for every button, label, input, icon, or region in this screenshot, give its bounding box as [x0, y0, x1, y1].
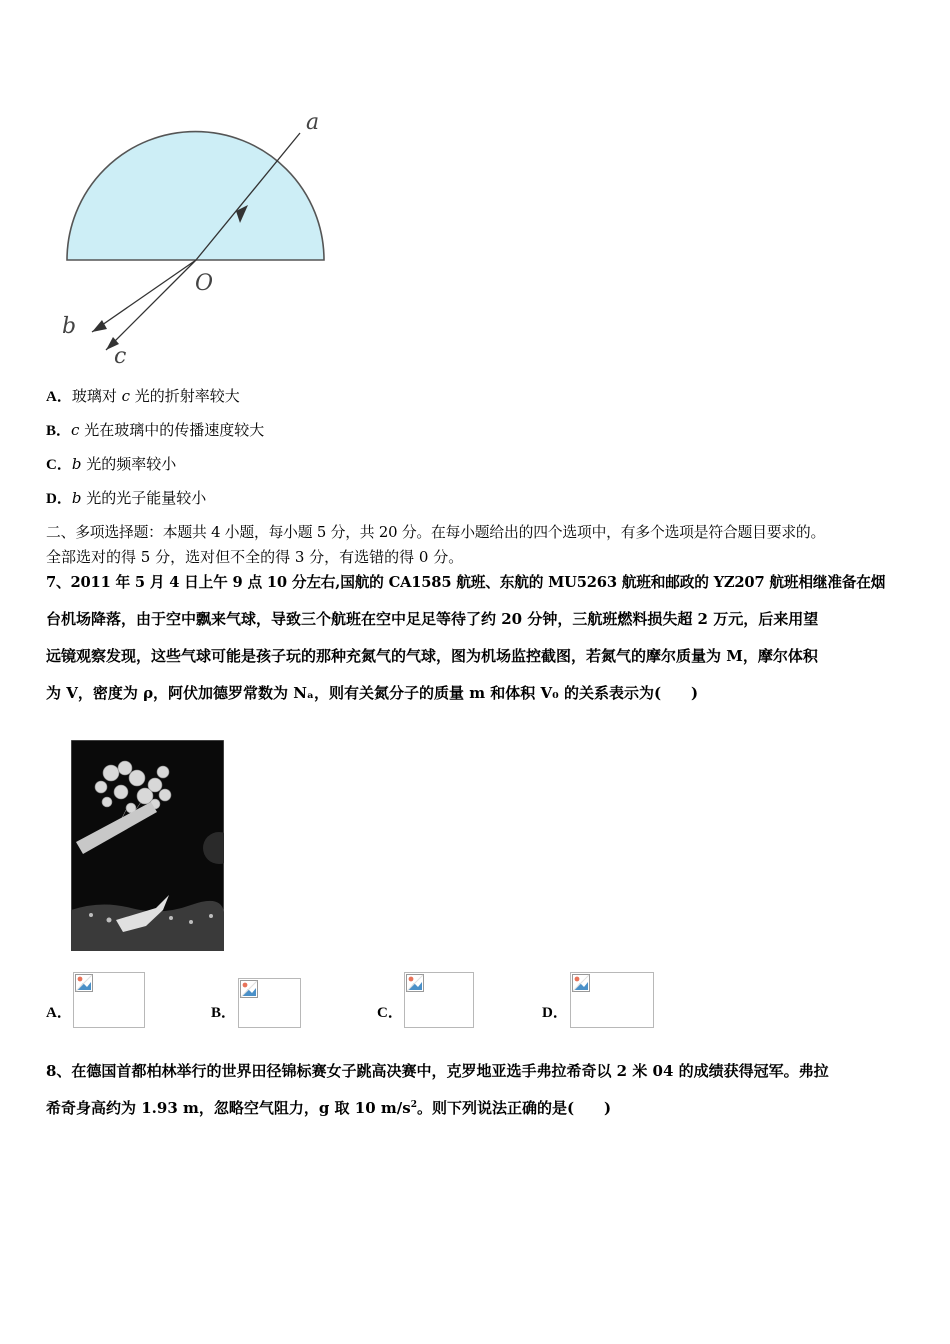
q6-option-a: A．玻璃对 c 光的折射率较大: [46, 387, 240, 405]
q7-option-d-image: [570, 972, 654, 1028]
q7-option-b-label: B．: [211, 1005, 237, 1021]
q7-option-d-label: D．: [542, 1005, 568, 1021]
q8-line2-main: 希奇身高约为 1.93 m，忽略空气阻力，g 取 10 m/s: [46, 1099, 411, 1117]
broken-image-icon: [240, 980, 258, 998]
q7-option-c-label: C．: [377, 1005, 403, 1021]
q7-option-a-label: A．: [46, 1005, 72, 1021]
q6-option-d: D．b 光的光子能量较小: [46, 489, 207, 507]
q7-option-b-image: [238, 978, 301, 1028]
label-o: O: [195, 271, 214, 296]
broken-image-icon: [572, 974, 590, 992]
q8-line2: [46, 1097, 611, 1118]
airport-surveillance-photo: [71, 740, 224, 951]
broken-image-icon: [75, 974, 93, 992]
ray-b-arrow: [92, 320, 107, 332]
q6-option-b: B．c 光在玻璃中的传播速度较大: [46, 421, 265, 439]
q7-option-c-image: [404, 972, 474, 1028]
q7-line3: 远镜观察发现，这些气球可能是孩子玩的那种充氮气的气球，图为机场监控截图，若氮气的摩尔质量为 M，摩尔体积: [46, 647, 818, 665]
q8-line2-tail: 。则下列说法正确的是( ): [416, 1099, 612, 1117]
q7-line4: 为 V，密度为 ρ，阿伏加德罗常数为 Nₐ，则有关氮分子的质量 m 和体积 V₀ 的关系表示为( ): [46, 684, 699, 702]
label-a: a: [306, 110, 320, 135]
q8-line1: 8、在德国首都柏林举行的世界田径锦标赛女子跳高决赛中，克罗地亚选手弗拉希奇以 2 米 04 的成绩获得冠军。弗拉: [46, 1062, 829, 1080]
label-b: b: [62, 314, 77, 339]
ray-c: [106, 260, 196, 350]
broken-image-icon: [406, 974, 424, 992]
refraction-diagram: [50, 105, 350, 370]
label-c: c: [114, 344, 127, 369]
q8-exponent: 2: [410, 1100, 417, 1110]
q6-option-c: C．b 光的频率较小: [46, 455, 177, 473]
q7-option-a-image: [73, 972, 145, 1028]
section-heading-line1: 二、多项选择题：本题共 4 小题，每小题 5 分，共 20 分。在每小题给出的四个选项中，有多个选项是符合题目要求的。: [46, 524, 826, 541]
section-heading-line2: 全部选对的得 5 分，选对但不全的得 3 分，有选错的得 0 分。: [46, 548, 464, 566]
q7-line2: 台机场降落，由于空中飘来气球，导致三个航班在空中足足等待了约 20 分钟，三航班燃料损失超 2 万元，后来用望: [46, 610, 819, 628]
q7-line1: 7、2011 年 5 月 4 日上午 9 点 10 分左右,国航的 CA1585 航班、东航的 MU5263 航班和邮政的 YZ207 航班相继准备在烟: [46, 574, 886, 591]
ray-b: [92, 260, 196, 332]
